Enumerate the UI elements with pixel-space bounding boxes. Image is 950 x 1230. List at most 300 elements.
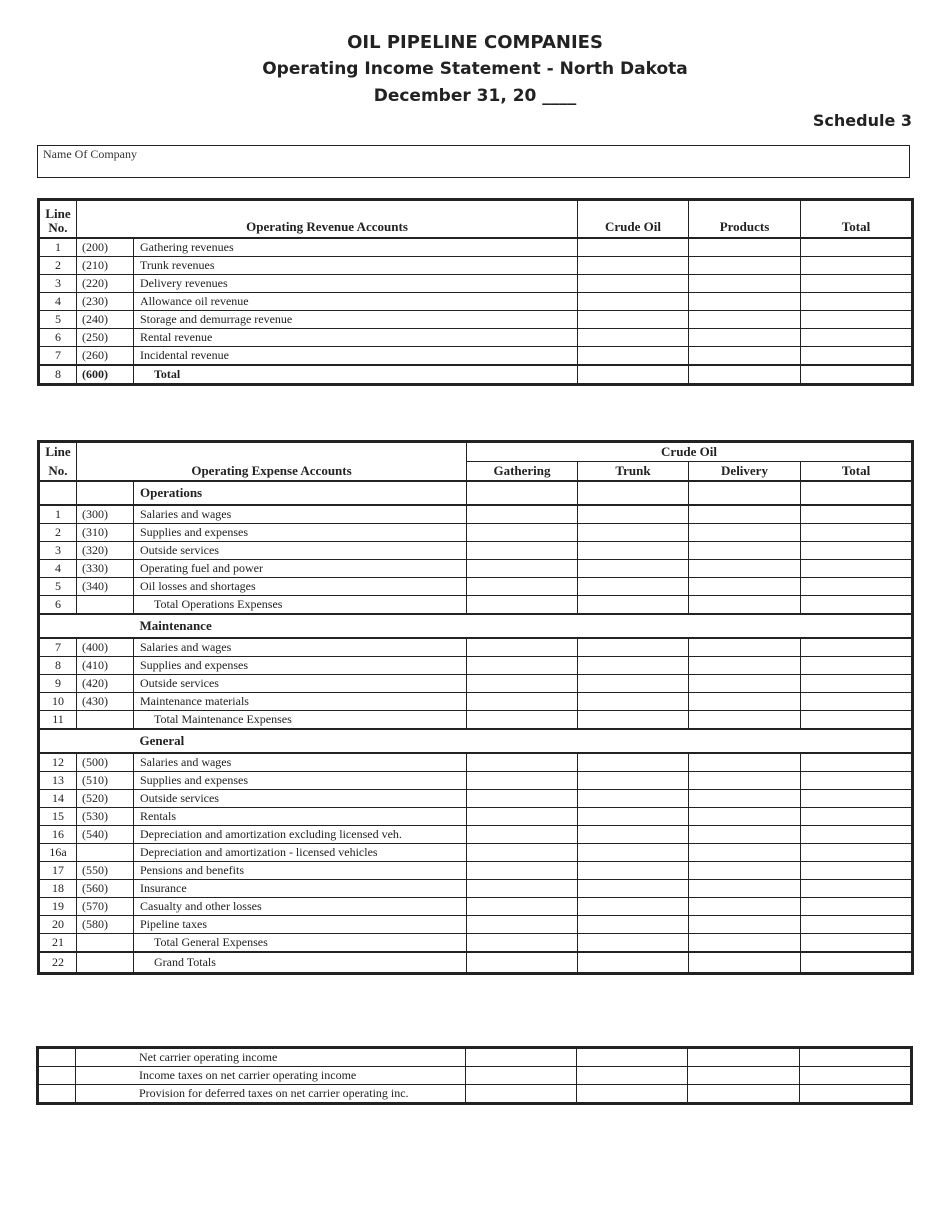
line-number: 1: [39, 505, 77, 524]
net-gathering-cell[interactable]: [466, 1048, 577, 1067]
revenue-line-header-2: No.: [48, 220, 68, 235]
account-description: Depreciation and amortization excluding licensed veh.: [134, 826, 467, 844]
expense-gathering-cell[interactable]: [467, 578, 578, 596]
grand-gathering-cell[interactable]: [467, 952, 578, 974]
grand-delivery-cell[interactable]: [689, 952, 801, 974]
net-total-cell[interactable]: [800, 1085, 912, 1104]
expense-delivery-cell[interactable]: [689, 657, 801, 675]
revenue-line-header: [39, 200, 77, 239]
expense-row: [39, 693, 913, 711]
expense-row: [39, 862, 913, 880]
net-income-row: [38, 1085, 912, 1104]
account-description: Allowance oil revenue: [134, 293, 578, 311]
expense-delivery-cell[interactable]: [689, 808, 801, 826]
section-row-maintenance: [39, 614, 913, 638]
expense-trunk-cell[interactable]: [578, 862, 689, 880]
line-number: 18: [39, 880, 77, 898]
line-number: 11: [39, 711, 77, 730]
expense-total-cell[interactable]: [801, 505, 913, 524]
account-code: (250): [77, 329, 134, 347]
expense-gathering-cell[interactable]: [467, 596, 578, 615]
expense-row: [39, 844, 913, 862]
expense-total-header: Total: [801, 462, 913, 482]
revenue-row: [39, 238, 913, 257]
section-line-cell: [39, 729, 77, 753]
expense-delivery-cell[interactable]: [689, 693, 801, 711]
expense-row: [39, 790, 913, 808]
expense-total-cell[interactable]: [801, 753, 913, 772]
expense-crude-group-header: Crude Oil: [467, 442, 913, 462]
line-number: 2: [39, 524, 77, 542]
account-description: Rentals: [134, 808, 467, 826]
form-title: OIL PIPELINE COMPANIES: [347, 32, 603, 53]
expense-delivery-cell[interactable]: [689, 753, 801, 772]
expense-trunk-cell[interactable]: [578, 578, 689, 596]
account-code: (560): [77, 880, 134, 898]
account-description: Insurance: [134, 880, 467, 898]
account-code: (300): [77, 505, 134, 524]
line-number: 3: [39, 275, 77, 293]
company-name-field[interactable]: [37, 145, 910, 178]
expense-trunk-cell[interactable]: [578, 693, 689, 711]
expense-delivery-cell[interactable]: [689, 790, 801, 808]
line-number: 1: [39, 238, 77, 257]
revenue-total-header: Total: [801, 200, 913, 239]
revenue-crude-oil-cell[interactable]: [578, 365, 689, 385]
line-number: 8: [39, 657, 77, 675]
account-code: [77, 952, 134, 974]
account-description: Salaries and wages: [134, 638, 467, 657]
net-total-cell[interactable]: [800, 1067, 912, 1085]
expense-delivery-cell[interactable]: [689, 862, 801, 880]
account-code: (240): [77, 311, 134, 329]
revenue-row: [39, 293, 913, 311]
expense-total-cell[interactable]: [801, 790, 913, 808]
net-trunk-cell[interactable]: [577, 1048, 688, 1067]
revenue-crude-oil-cell[interactable]: [578, 293, 689, 311]
account-description: Delivery revenues: [134, 275, 578, 293]
account-description: Pensions and benefits: [134, 862, 467, 880]
expense-trunk-cell[interactable]: [578, 772, 689, 790]
account-description: Oil losses and shortages: [134, 578, 467, 596]
expense-trunk-cell[interactable]: [578, 505, 689, 524]
revenue-crude-oil-cell[interactable]: [578, 311, 689, 329]
expense-total-cell[interactable]: [801, 772, 913, 790]
expense-row: [39, 505, 913, 524]
expense-row: [39, 880, 913, 898]
account-description: Supplies and expenses: [134, 657, 467, 675]
expense-trunk-cell[interactable]: [578, 826, 689, 844]
account-description: Maintenance materials: [134, 693, 467, 711]
account-code: (430): [77, 693, 134, 711]
expense-accounts-header: Operating Expense Accounts: [77, 462, 467, 482]
section-title-maintenance: Maintenance: [134, 614, 913, 638]
expense-trunk-cell[interactable]: [578, 844, 689, 862]
line-number: 16: [39, 826, 77, 844]
expense-gathering-header: Gathering: [467, 462, 578, 482]
expense-gathering-cell[interactable]: [467, 560, 578, 578]
expense-delivery-cell[interactable]: [689, 560, 801, 578]
expense-gathering-cell[interactable]: [467, 862, 578, 880]
line-number: 12: [39, 753, 77, 772]
account-description: Outside services: [134, 790, 467, 808]
expense-delivery-cell[interactable]: [689, 711, 801, 730]
expense-row: [39, 826, 913, 844]
grand-total-cell[interactable]: [801, 952, 913, 974]
revenue-row: [39, 365, 913, 385]
revenue-products-cell[interactable]: [689, 365, 801, 385]
expense-total-cell[interactable]: [801, 675, 913, 693]
account-code: (220): [77, 275, 134, 293]
expense-row: [39, 898, 913, 916]
net-income-table: [36, 1046, 913, 1105]
expense-total-cell[interactable]: [801, 808, 913, 826]
expense-total-cell[interactable]: [801, 560, 913, 578]
expense-row: [39, 711, 913, 730]
line-number: 4: [39, 560, 77, 578]
account-code: (330): [77, 560, 134, 578]
line-number: [38, 1048, 76, 1067]
expense-total-cell[interactable]: [801, 826, 913, 844]
revenue-crude-header: Crude Oil: [578, 200, 689, 239]
expense-gathering-cell[interactable]: [467, 916, 578, 934]
account-description: Salaries and wages: [134, 505, 467, 524]
company-name-label: Name Of Company: [43, 147, 137, 161]
net-gathering-cell[interactable]: [466, 1085, 577, 1104]
expense-delivery-cell[interactable]: [689, 638, 801, 657]
section-row-operations: [39, 481, 913, 505]
account-description: Total General Expenses: [134, 934, 467, 953]
expense-delivery-cell[interactable]: [689, 578, 801, 596]
revenue-row: [39, 311, 913, 329]
line-number: 22: [39, 952, 77, 974]
expense-gathering-cell[interactable]: [467, 880, 578, 898]
account-code: (600): [77, 365, 134, 385]
account-description: Total Operations Expenses: [134, 596, 467, 615]
expense-gathering-cell[interactable]: [467, 693, 578, 711]
expense-gathering-cell[interactable]: [467, 711, 578, 730]
expense-gathering-cell[interactable]: [467, 808, 578, 826]
expense-trunk-cell[interactable]: [578, 560, 689, 578]
expense-delivery-cell[interactable]: [689, 916, 801, 934]
expense-delivery-cell[interactable]: [689, 542, 801, 560]
line-number: 5: [39, 311, 77, 329]
line-number: 13: [39, 772, 77, 790]
expense-delivery-cell[interactable]: [689, 934, 801, 953]
expense-total-cell[interactable]: [801, 638, 913, 657]
line-number: 15: [39, 808, 77, 826]
section-value-cell: [578, 481, 689, 505]
expense-gathering-cell[interactable]: [467, 657, 578, 675]
expense-trunk-cell[interactable]: [578, 898, 689, 916]
expense-row: [39, 524, 913, 542]
revenue-products-cell[interactable]: [689, 329, 801, 347]
account-code: (230): [77, 293, 134, 311]
expense-trunk-cell[interactable]: [578, 753, 689, 772]
revenue-products-cell[interactable]: [689, 257, 801, 275]
account-code: (570): [77, 898, 134, 916]
revenue-total-cell[interactable]: [801, 293, 913, 311]
line-number: 10: [39, 693, 77, 711]
net-delivery-cell[interactable]: [688, 1085, 800, 1104]
account-description: Gathering revenues: [134, 238, 578, 257]
expense-trunk-cell[interactable]: [578, 596, 689, 615]
revenue-products-cell[interactable]: [689, 293, 801, 311]
expense-trunk-cell[interactable]: [578, 675, 689, 693]
schedule-label: Schedule 3: [812, 111, 912, 130]
expense-gathering-cell[interactable]: [467, 638, 578, 657]
account-code: (400): [77, 638, 134, 657]
account-code: (310): [77, 524, 134, 542]
expense-table: [37, 440, 914, 975]
line-number: 14: [39, 790, 77, 808]
account-code: (520): [77, 790, 134, 808]
expense-gathering-cell[interactable]: [467, 753, 578, 772]
account-code: (500): [77, 753, 134, 772]
account-code: (200): [77, 238, 134, 257]
line-number: 20: [39, 916, 77, 934]
expense-row: [39, 808, 913, 826]
expense-gathering-cell[interactable]: [467, 826, 578, 844]
revenue-crude-oil-cell[interactable]: [578, 257, 689, 275]
account-description: Supplies and expenses: [134, 524, 467, 542]
section-title-general: General: [134, 729, 913, 753]
expense-total-cell[interactable]: [801, 862, 913, 880]
account-code: (530): [77, 808, 134, 826]
line-number: 8: [39, 365, 77, 385]
expense-row: [39, 772, 913, 790]
line-number: 5: [39, 578, 77, 596]
expense-total-cell[interactable]: [801, 657, 913, 675]
account-code: (340): [77, 578, 134, 596]
revenue-products-header: Products: [689, 200, 801, 239]
account-description: Total: [134, 365, 578, 385]
account-code: (210): [77, 257, 134, 275]
revenue-line-header-1: Line: [45, 206, 71, 221]
net-gathering-cell[interactable]: [466, 1067, 577, 1085]
revenue-total-cell[interactable]: [801, 257, 913, 275]
expense-total-cell[interactable]: [801, 711, 913, 730]
revenue-products-cell[interactable]: [689, 311, 801, 329]
expense-row: [39, 657, 913, 675]
expense-trunk-cell[interactable]: [578, 711, 689, 730]
account-code: (320): [77, 542, 134, 560]
expense-gathering-cell[interactable]: [467, 772, 578, 790]
expense-trunk-cell[interactable]: [578, 524, 689, 542]
line-number: [38, 1067, 76, 1085]
expense-delivery-cell[interactable]: [689, 505, 801, 524]
account-code: (260): [77, 347, 134, 366]
account-description: Supplies and expenses: [134, 772, 467, 790]
revenue-total-cell[interactable]: [801, 275, 913, 293]
account-description: Salaries and wages: [134, 753, 467, 772]
revenue-total-cell[interactable]: [801, 311, 913, 329]
expense-total-cell[interactable]: [801, 578, 913, 596]
revenue-row: [39, 347, 913, 366]
account-description: Storage and demurrage revenue: [134, 311, 578, 329]
net-description: Income taxes on net carrier operating income: [76, 1067, 466, 1085]
expense-total-cell[interactable]: [801, 693, 913, 711]
expense-row: [39, 675, 913, 693]
revenue-row: [39, 275, 913, 293]
account-description: Operating fuel and power: [134, 560, 467, 578]
section-code-cell: [77, 481, 134, 505]
net-total-cell[interactable]: [800, 1048, 912, 1067]
account-code: [77, 596, 134, 615]
expense-row: [39, 753, 913, 772]
account-description: Outside services: [134, 542, 467, 560]
grand-totals-row: [39, 952, 913, 974]
net-income-row: [38, 1048, 912, 1067]
account-description: Pipeline taxes: [134, 916, 467, 934]
expense-trunk-cell[interactable]: [578, 934, 689, 953]
revenue-crude-oil-cell[interactable]: [578, 275, 689, 293]
section-value-cell: [689, 481, 801, 505]
expense-total-cell[interactable]: [801, 844, 913, 862]
net-trunk-cell[interactable]: [577, 1067, 688, 1085]
section-line-cell: [39, 481, 77, 505]
line-number: 3: [39, 542, 77, 560]
line-number: 16a: [39, 844, 77, 862]
section-line-cell: [39, 614, 77, 638]
section-value-cell: [801, 481, 913, 505]
expense-row: [39, 560, 913, 578]
expense-gathering-cell[interactable]: [467, 844, 578, 862]
revenue-products-cell[interactable]: [689, 238, 801, 257]
expense-delivery-cell[interactable]: [689, 596, 801, 615]
expense-row: [39, 916, 913, 934]
revenue-table: [37, 198, 914, 386]
expense-gathering-cell[interactable]: [467, 524, 578, 542]
section-code-cell: [77, 729, 134, 753]
account-code: (410): [77, 657, 134, 675]
revenue-accounts-header: Operating Revenue Accounts: [77, 200, 578, 239]
expense-gathering-cell[interactable]: [467, 790, 578, 808]
expense-trunk-header: Trunk: [578, 462, 689, 482]
expense-delivery-cell[interactable]: [689, 826, 801, 844]
account-description: Casualty and other losses: [134, 898, 467, 916]
expense-total-cell[interactable]: [801, 916, 913, 934]
expense-gathering-cell[interactable]: [467, 934, 578, 953]
expense-line-header-2: No.: [39, 462, 77, 482]
revenue-products-cell[interactable]: [689, 275, 801, 293]
net-delivery-cell[interactable]: [688, 1067, 800, 1085]
net-income-row: [38, 1067, 912, 1085]
net-description: Provision for deferred taxes on net carrier operating inc.: [76, 1085, 466, 1104]
revenue-total-cell[interactable]: [801, 329, 913, 347]
expense-trunk-cell[interactable]: [578, 790, 689, 808]
account-code: (580): [77, 916, 134, 934]
expense-total-cell[interactable]: [801, 880, 913, 898]
line-number: 7: [39, 347, 77, 366]
expense-trunk-cell[interactable]: [578, 916, 689, 934]
account-description: Depreciation and amortization - licensed vehicles: [134, 844, 467, 862]
account-code: [77, 844, 134, 862]
revenue-row: [39, 257, 913, 275]
expense-trunk-cell[interactable]: [578, 542, 689, 560]
line-number: [38, 1085, 76, 1104]
line-number: 6: [39, 596, 77, 615]
revenue-total-cell[interactable]: [801, 347, 913, 366]
expense-row: [39, 934, 913, 953]
account-code: [77, 711, 134, 730]
net-description: Net carrier operating income: [76, 1048, 466, 1067]
grand-totals-label: Grand Totals: [134, 952, 467, 974]
account-code: (420): [77, 675, 134, 693]
expense-row: [39, 578, 913, 596]
expense-gathering-cell[interactable]: [467, 542, 578, 560]
expense-total-cell[interactable]: [801, 542, 913, 560]
account-description: Incidental revenue: [134, 347, 578, 366]
account-description: Outside services: [134, 675, 467, 693]
line-number: 4: [39, 293, 77, 311]
expense-delivery-cell[interactable]: [689, 880, 801, 898]
section-code-cell: [77, 614, 134, 638]
expense-total-cell[interactable]: [801, 898, 913, 916]
expense-gathering-cell[interactable]: [467, 675, 578, 693]
expense-delivery-cell[interactable]: [689, 844, 801, 862]
revenue-crude-oil-cell[interactable]: [578, 347, 689, 366]
expense-total-cell[interactable]: [801, 524, 913, 542]
expense-trunk-cell[interactable]: [578, 808, 689, 826]
line-number: 19: [39, 898, 77, 916]
account-code: [77, 934, 134, 953]
section-value-cell: [467, 481, 578, 505]
account-code: (540): [77, 826, 134, 844]
expense-trunk-cell[interactable]: [578, 638, 689, 657]
revenue-total-cell[interactable]: [801, 238, 913, 257]
expense-row: [39, 638, 913, 657]
line-number: 6: [39, 329, 77, 347]
account-code: (550): [77, 862, 134, 880]
revenue-products-cell[interactable]: [689, 347, 801, 366]
net-trunk-cell[interactable]: [577, 1085, 688, 1104]
expense-delivery-cell[interactable]: [689, 675, 801, 693]
section-title-operations: Operations: [134, 481, 467, 505]
form-date-line: December 31, 20 ____: [373, 86, 577, 106]
line-number: 17: [39, 862, 77, 880]
revenue-crude-oil-cell[interactable]: [578, 238, 689, 257]
account-description: Total Maintenance Expenses: [134, 711, 467, 730]
line-number: 21: [39, 934, 77, 953]
expense-delivery-cell[interactable]: [689, 524, 801, 542]
expense-trunk-cell[interactable]: [578, 657, 689, 675]
expense-gathering-cell[interactable]: [467, 505, 578, 524]
net-delivery-cell[interactable]: [688, 1048, 800, 1067]
account-description: Trunk revenues: [134, 257, 578, 275]
expense-gathering-cell[interactable]: [467, 898, 578, 916]
form-subtitle: Operating Income Statement - North Dakota: [262, 59, 688, 79]
revenue-crude-oil-cell[interactable]: [578, 329, 689, 347]
expense-delivery-cell[interactable]: [689, 898, 801, 916]
line-number: 2: [39, 257, 77, 275]
line-number: 9: [39, 675, 77, 693]
expense-total-cell[interactable]: [801, 596, 913, 615]
expense-trunk-cell[interactable]: [578, 880, 689, 898]
expense-row: [39, 596, 913, 615]
expense-delivery-cell[interactable]: [689, 772, 801, 790]
expense-line-header-1: Line: [39, 442, 77, 462]
line-number: 7: [39, 638, 77, 657]
expense-row: [39, 542, 913, 560]
revenue-row: [39, 329, 913, 347]
section-row-general: [39, 729, 913, 753]
expense-delivery-header: Delivery: [689, 462, 801, 482]
revenue-total-cell[interactable]: [801, 365, 913, 385]
grand-trunk-cell[interactable]: [578, 952, 689, 974]
expense-total-cell[interactable]: [801, 934, 913, 953]
account-description: Rental revenue: [134, 329, 578, 347]
